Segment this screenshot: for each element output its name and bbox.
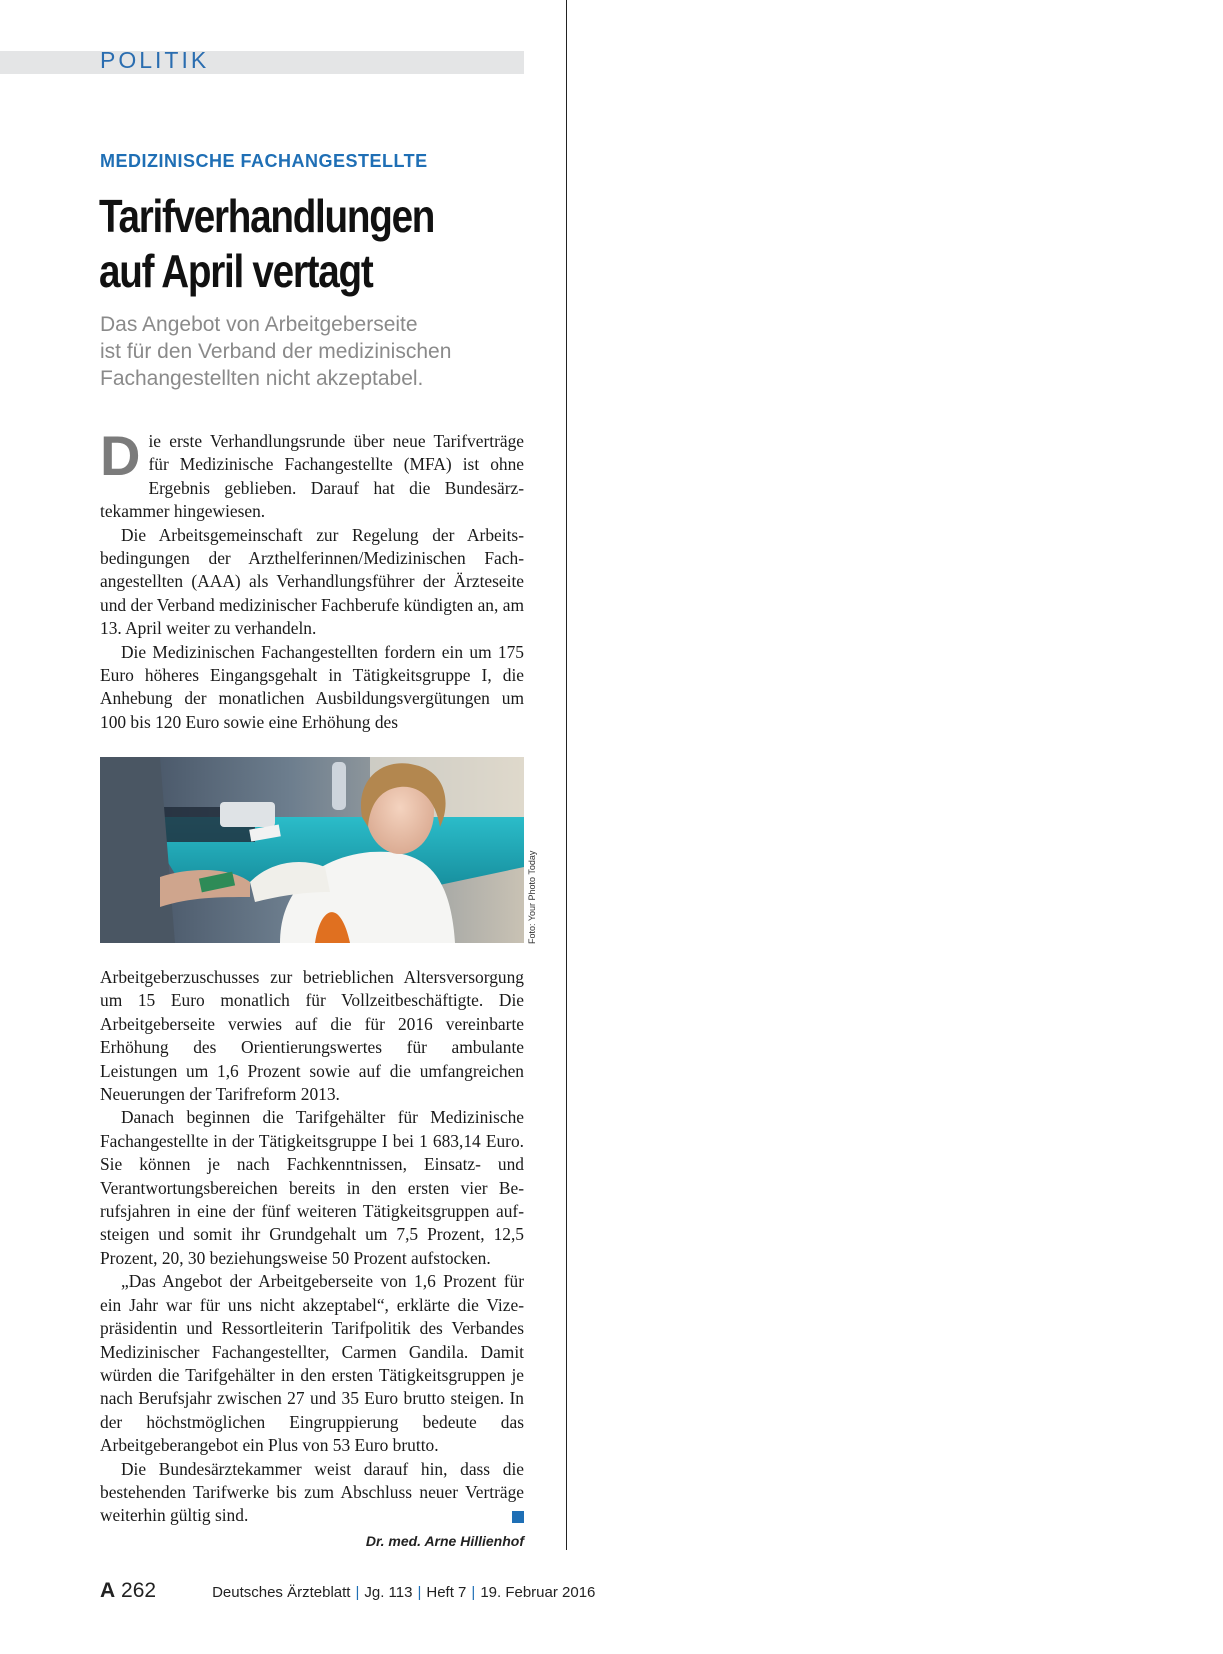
journal-issue: Heft 7	[426, 1584, 467, 1601]
footer-meta: Deutsches Ärzteblatt | Jg. 113 | Heft 7 | 19. Februar 2016	[212, 1584, 596, 1601]
article-photo	[100, 757, 524, 943]
article-subline	[100, 311, 530, 392]
paragraph-7-text: Die Bundesärztekammer weist darauf hin, dass die bestehenden Tarifwerke bis zum Abschluss neuer Verträge weiterhin gültig sind.	[100, 1458, 524, 1526]
article-headline	[99, 189, 469, 299]
photo-credit: Foto: Your Photo Today	[527, 850, 537, 944]
column-divider	[566, 0, 567, 1550]
journal-name: Deutsches Ärzteblatt	[212, 1584, 351, 1601]
subline-line-1: Das Angebot von Arbeitgeberseite	[100, 313, 418, 336]
section-label: POLITIK	[100, 47, 210, 73]
paragraph-1	[100, 424, 524, 524]
page-number-value: 262	[121, 1579, 157, 1602]
paragraph-6: „Das Angebot der Arbeitgeberseite von 1,6 Prozent für ein Jahr war für uns nicht akzeptabel“, erklärte die Vizepräsidentin und Ressortleiterin Tarifpolitik des Verbandes Medizinischer Fachangestellter, Carmen Gandila. Damit würden die Tarifgehälter in den ersten Tätigkeitsgruppen je nach Berufsjahr zwischen 27 und 35 Euro brutto steigen. In der höchstmöglichen Eingruppierung bedeute das Arbeitgeberangebot ein Plus von 53 Euro brutto.	[100, 1271, 524, 1456]
journal-volume: Jg. 113	[364, 1584, 413, 1601]
section-bar	[0, 51, 524, 74]
article-body-top	[100, 424, 524, 734]
paragraph-7	[100, 1458, 524, 1528]
paragraph-3: Die Medizinischen Fachangestellten fordern ein um 175 Euro höheres Eingangsgehalt in Tätigkeitsgruppe I, die Anhebung der monatlichen Ausbildungsvergütungen um 100 bis 120 Euro sowie eine Erhöhung des	[100, 641, 524, 732]
end-mark-icon	[512, 1511, 524, 1523]
article-body-bottom	[100, 966, 524, 1528]
article-author: Dr. med. Arne Hillienhof	[365, 1533, 524, 1549]
paragraph-4: Arbeitgeberzuschusses zur betrieblichen Altersversorgung um 15 Euro monatlich für Vollzeitbeschäftigte. Die Arbeitgeberseite verwies auf die für 2016 vereinbarte Erhöhung des Orientierungswertes für ambulante Leistungen um 1,6 Prozent sowie auf die umfangreichen Neuerungen der Tarifreform 2013.	[100, 967, 524, 1105]
article-kicker: MEDIZINISCHE FACHANGESTELLTE	[100, 151, 428, 171]
headline-line-2: auf April vertagt	[99, 245, 373, 297]
paragraph-2: Die Arbeitsgemeinschaft zur Regelung der Arbeitsbedingungen der Arzthelferinnen/Medizinischen Fachangestellten (AAA) als Verhandlungsführer der Ärzteseite und der Verband medizinischer Fachberufe kündigten an, am 13. April weiter zu verhandeln.	[100, 524, 524, 639]
subline-line-3: Fachangestellten nicht akzeptabel.	[100, 367, 424, 390]
paragraph-1-text: ie erste Verhandlungsrunde über neue Tarifverträge für Medizinische Fachangestellte (MFA) ist ohne Ergebnis geblieben. Darauf hat die Bundesärztekammer hingewiesen.	[100, 431, 524, 522]
issue-date: 19. Februar 2016	[480, 1584, 596, 1601]
drop-cap: D	[100, 424, 141, 487]
headline-line-1: Tarifverhandlungen	[99, 190, 435, 242]
page-prefix: A	[100, 1579, 116, 1602]
page-number	[100, 1579, 156, 1603]
subline-line-2: ist für den Verband der medizinischen	[100, 340, 452, 363]
page-footer	[100, 1579, 595, 1603]
paragraph-5: Danach beginnen die Tarifgehälter für Medizinische Fachangestellte in der Tätigkeitsgruppe I bei 1 683,14 Euro. Sie können je nach Fachkenntnissen, Einsatz- und Verantwortungsbereichen bereits in den ersten vier Berufsjahren in eine der fünf weiteren Tätigkeitsgruppen aufsteigen und somit ihr Grundgehalt um 7,5 Prozent, 12,5 Prozent, 20, 30 beziehungsweise 50 Prozent aufstocken.	[100, 1107, 524, 1268]
